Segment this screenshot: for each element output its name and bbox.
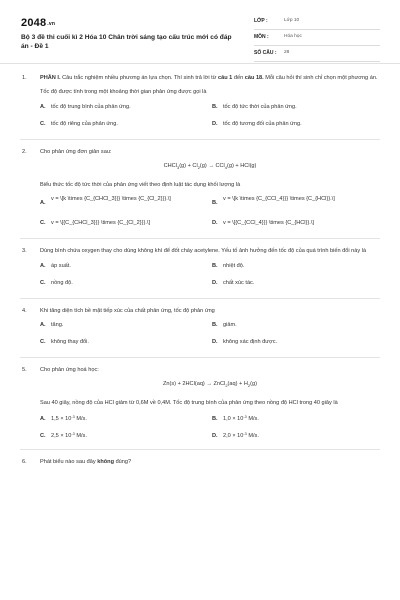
option-letter: B.: [212, 416, 218, 423]
document-title: Bộ 3 đề thi cuối kì 2 Hóa 10 Chân trời sáng tạo cấu trúc mới có đáp án - Đề 1: [21, 34, 232, 50]
option-b[interactable]: [212, 195, 377, 207]
option-d[interactable]: [212, 120, 377, 128]
option-c[interactable]: [40, 338, 205, 346]
intro-end: Mỗi câu hỏi thí sinh chỉ chọn một phương án.: [263, 75, 378, 81]
question-stem: Cho phản ứng hoá học:: [40, 366, 99, 373]
question-stem-2: Biểu thức tốc độ tức thời của phản ứng viết theo định luật tác dụng khối lượng là: [40, 181, 241, 188]
option-d[interactable]: [212, 219, 377, 227]
option-text: nồng độ.: [51, 279, 73, 286]
page-header: [0, 0, 400, 64]
option-letter: C.: [40, 338, 46, 345]
option-b[interactable]: [212, 262, 377, 270]
question-stem-2: Sau 40 giây, nồng độ của HCl giảm từ 0,6M về 0,4M. Tốc độ trung bình của phản ứng theo nồng độ HCl trong 40 giây là: [40, 399, 338, 406]
question-divider: [20, 357, 380, 358]
question-list: [0, 74, 400, 473]
option-d[interactable]: [212, 279, 377, 287]
option-text: tốc độ riêng của phản ứng.: [51, 120, 118, 127]
option-text: v = \[{C_{CCl_4}}} \times {C_{HCl}}.\]: [223, 220, 314, 227]
meta-value: Hóa học: [284, 34, 302, 39]
option-letter: D.: [212, 338, 218, 345]
option-text: nhiệt độ.: [223, 262, 245, 269]
intro-text: Câu trắc nghiệm nhiều phương án lựa chọn. Thí sinh trả lời từ: [60, 75, 218, 81]
meta-row-class: [254, 14, 380, 30]
question-stem: [40, 458, 380, 466]
question-intro: [40, 74, 380, 82]
option-letter: B.: [212, 103, 218, 110]
option-text: tăng.: [51, 321, 64, 328]
question-stem: Cho phản ứng đơn giản sau:: [40, 148, 112, 155]
option-letter: B.: [212, 200, 218, 207]
question-3: [0, 247, 400, 290]
reaction-equation: Zn(s) + 2HCl(aq) → ZnCl$_2$(aq) + $H_2(g)$: [162, 381, 257, 389]
option-letter: A.: [40, 200, 46, 207]
option-text: chất xúc tác.: [223, 279, 255, 286]
option-letter: D.: [212, 279, 218, 286]
stem-bold: không: [97, 459, 115, 466]
option-c[interactable]: [40, 430, 205, 440]
intro-bold-2: câu 1: [217, 75, 233, 81]
question-number: 6.: [22, 459, 27, 466]
option-letter: D.: [212, 433, 218, 440]
answer-options: [40, 262, 380, 291]
option-letter: A.: [40, 262, 46, 269]
question-4: [0, 307, 400, 350]
option-letter: C.: [40, 433, 46, 440]
meta-row-subject: [254, 30, 380, 46]
option-d[interactable]: [212, 338, 377, 346]
option-letter: C.: [40, 220, 46, 227]
stem-end: đúng?: [114, 459, 132, 466]
intro-bold-3: câu 18.: [244, 75, 264, 81]
option-c[interactable]: [40, 279, 205, 287]
option-letter: A.: [40, 416, 46, 423]
option-letter: D.: [212, 220, 218, 227]
answer-options: [40, 195, 380, 231]
option-a[interactable]: [40, 262, 205, 270]
meta-value: Lớp 10: [284, 18, 300, 23]
question-5: [0, 366, 400, 442]
meta-label: MÔN :: [254, 34, 269, 40]
option-text: $2,0 \times 10^{-3}$ M/s.: [223, 432, 259, 440]
option-d[interactable]: [212, 430, 377, 440]
option-letter: B.: [212, 321, 218, 328]
option-b[interactable]: [212, 103, 377, 111]
meta-value: 28: [284, 50, 290, 55]
option-text: giảm.: [223, 321, 237, 328]
question-stem: Khi tăng diện tích bề mặt tiếp xúc của chất phản ứng, tốc độ phản ứng: [40, 307, 215, 314]
question-stem: Tốc độ được tính trong một khoảng thời gian phản ứng được gọi là: [40, 89, 207, 96]
option-text: $1,5 \times 10^{-3}$ M/s.: [51, 415, 87, 423]
logo-suffix: .vn: [47, 21, 56, 27]
option-a[interactable]: [40, 103, 205, 111]
option-text: v = \[k \times {C_{CHCl_3}}} \times {C_{Cl_2}}}.\]: [51, 196, 171, 203]
answer-options: [40, 103, 380, 132]
option-a[interactable]: [40, 413, 205, 423]
answer-options: [40, 321, 380, 350]
option-b[interactable]: [212, 413, 377, 423]
question-6: [0, 458, 400, 466]
intro-mid: đến: [232, 75, 245, 81]
option-text: $1,0 \times 10^{-3}$ M/s.: [223, 415, 259, 423]
intro-bold: PHẦN I.: [40, 75, 61, 81]
option-letter: A.: [40, 321, 46, 328]
option-text: tốc độ tức thời của phản ứng.: [223, 103, 297, 110]
option-a[interactable]: [40, 195, 205, 207]
answer-options: [40, 413, 380, 442]
option-b[interactable]: [212, 321, 377, 329]
question-divider: [20, 238, 380, 239]
option-text: $2,5 \times 10^{-3}$ M/s.: [51, 432, 87, 440]
option-c[interactable]: [40, 219, 205, 227]
option-a[interactable]: [40, 321, 205, 329]
question-divider: [20, 298, 380, 299]
question-stem: Dùng bình chứa oxygen thay cho dùng không khí để đốt cháy acetylene. Yếu tố ảnh hưởng đến tốc độ của quá trình biến đổi này là: [40, 248, 367, 255]
question-number: 5.: [22, 366, 27, 373]
stem-text: Phát biểu nào sau đây: [40, 459, 98, 466]
meta-label: SỐ CÂU :: [254, 50, 277, 56]
logo-text: 2048: [21, 17, 47, 29]
option-letter: C.: [40, 120, 46, 127]
question-divider: [20, 139, 380, 140]
option-letter: C.: [40, 279, 46, 286]
reaction-equation: CHCl$_3$(g) + $Cl_2(g) \to CCl_4(g) + HCl(g)$: [163, 163, 257, 171]
question-1: [0, 74, 400, 132]
site-logo[interactable]: [21, 17, 55, 29]
option-text: v = \[{C_{CHCl_3}}} \times {C_{Cl_2}}}.\]: [51, 220, 151, 227]
option-text: không thay đổi.: [51, 338, 89, 345]
option-text: tốc độ tương đối của phản ứng.: [223, 120, 302, 127]
question-number: 4.: [22, 307, 27, 314]
option-text: không xác định được.: [223, 338, 278, 345]
option-text: tốc độ trung bình của phản ứng.: [51, 103, 131, 110]
question-2: [0, 148, 400, 231]
option-letter: B.: [212, 262, 218, 269]
option-letter: D.: [212, 120, 218, 127]
option-c[interactable]: [40, 120, 205, 128]
option-text: áp suất.: [51, 262, 71, 269]
question-number: 2.: [22, 148, 27, 155]
option-letter: A.: [40, 103, 46, 110]
question-number: 3.: [22, 248, 27, 255]
question-number: 1.: [22, 75, 27, 81]
meta-label: LỚP :: [254, 18, 268, 24]
option-text: v = \[k \times {C_{CCl_4}}} \times {C_{HCl}}.\]: [223, 196, 335, 203]
document-meta: [254, 14, 380, 62]
meta-row-count: [254, 46, 380, 62]
question-divider: [20, 449, 380, 450]
